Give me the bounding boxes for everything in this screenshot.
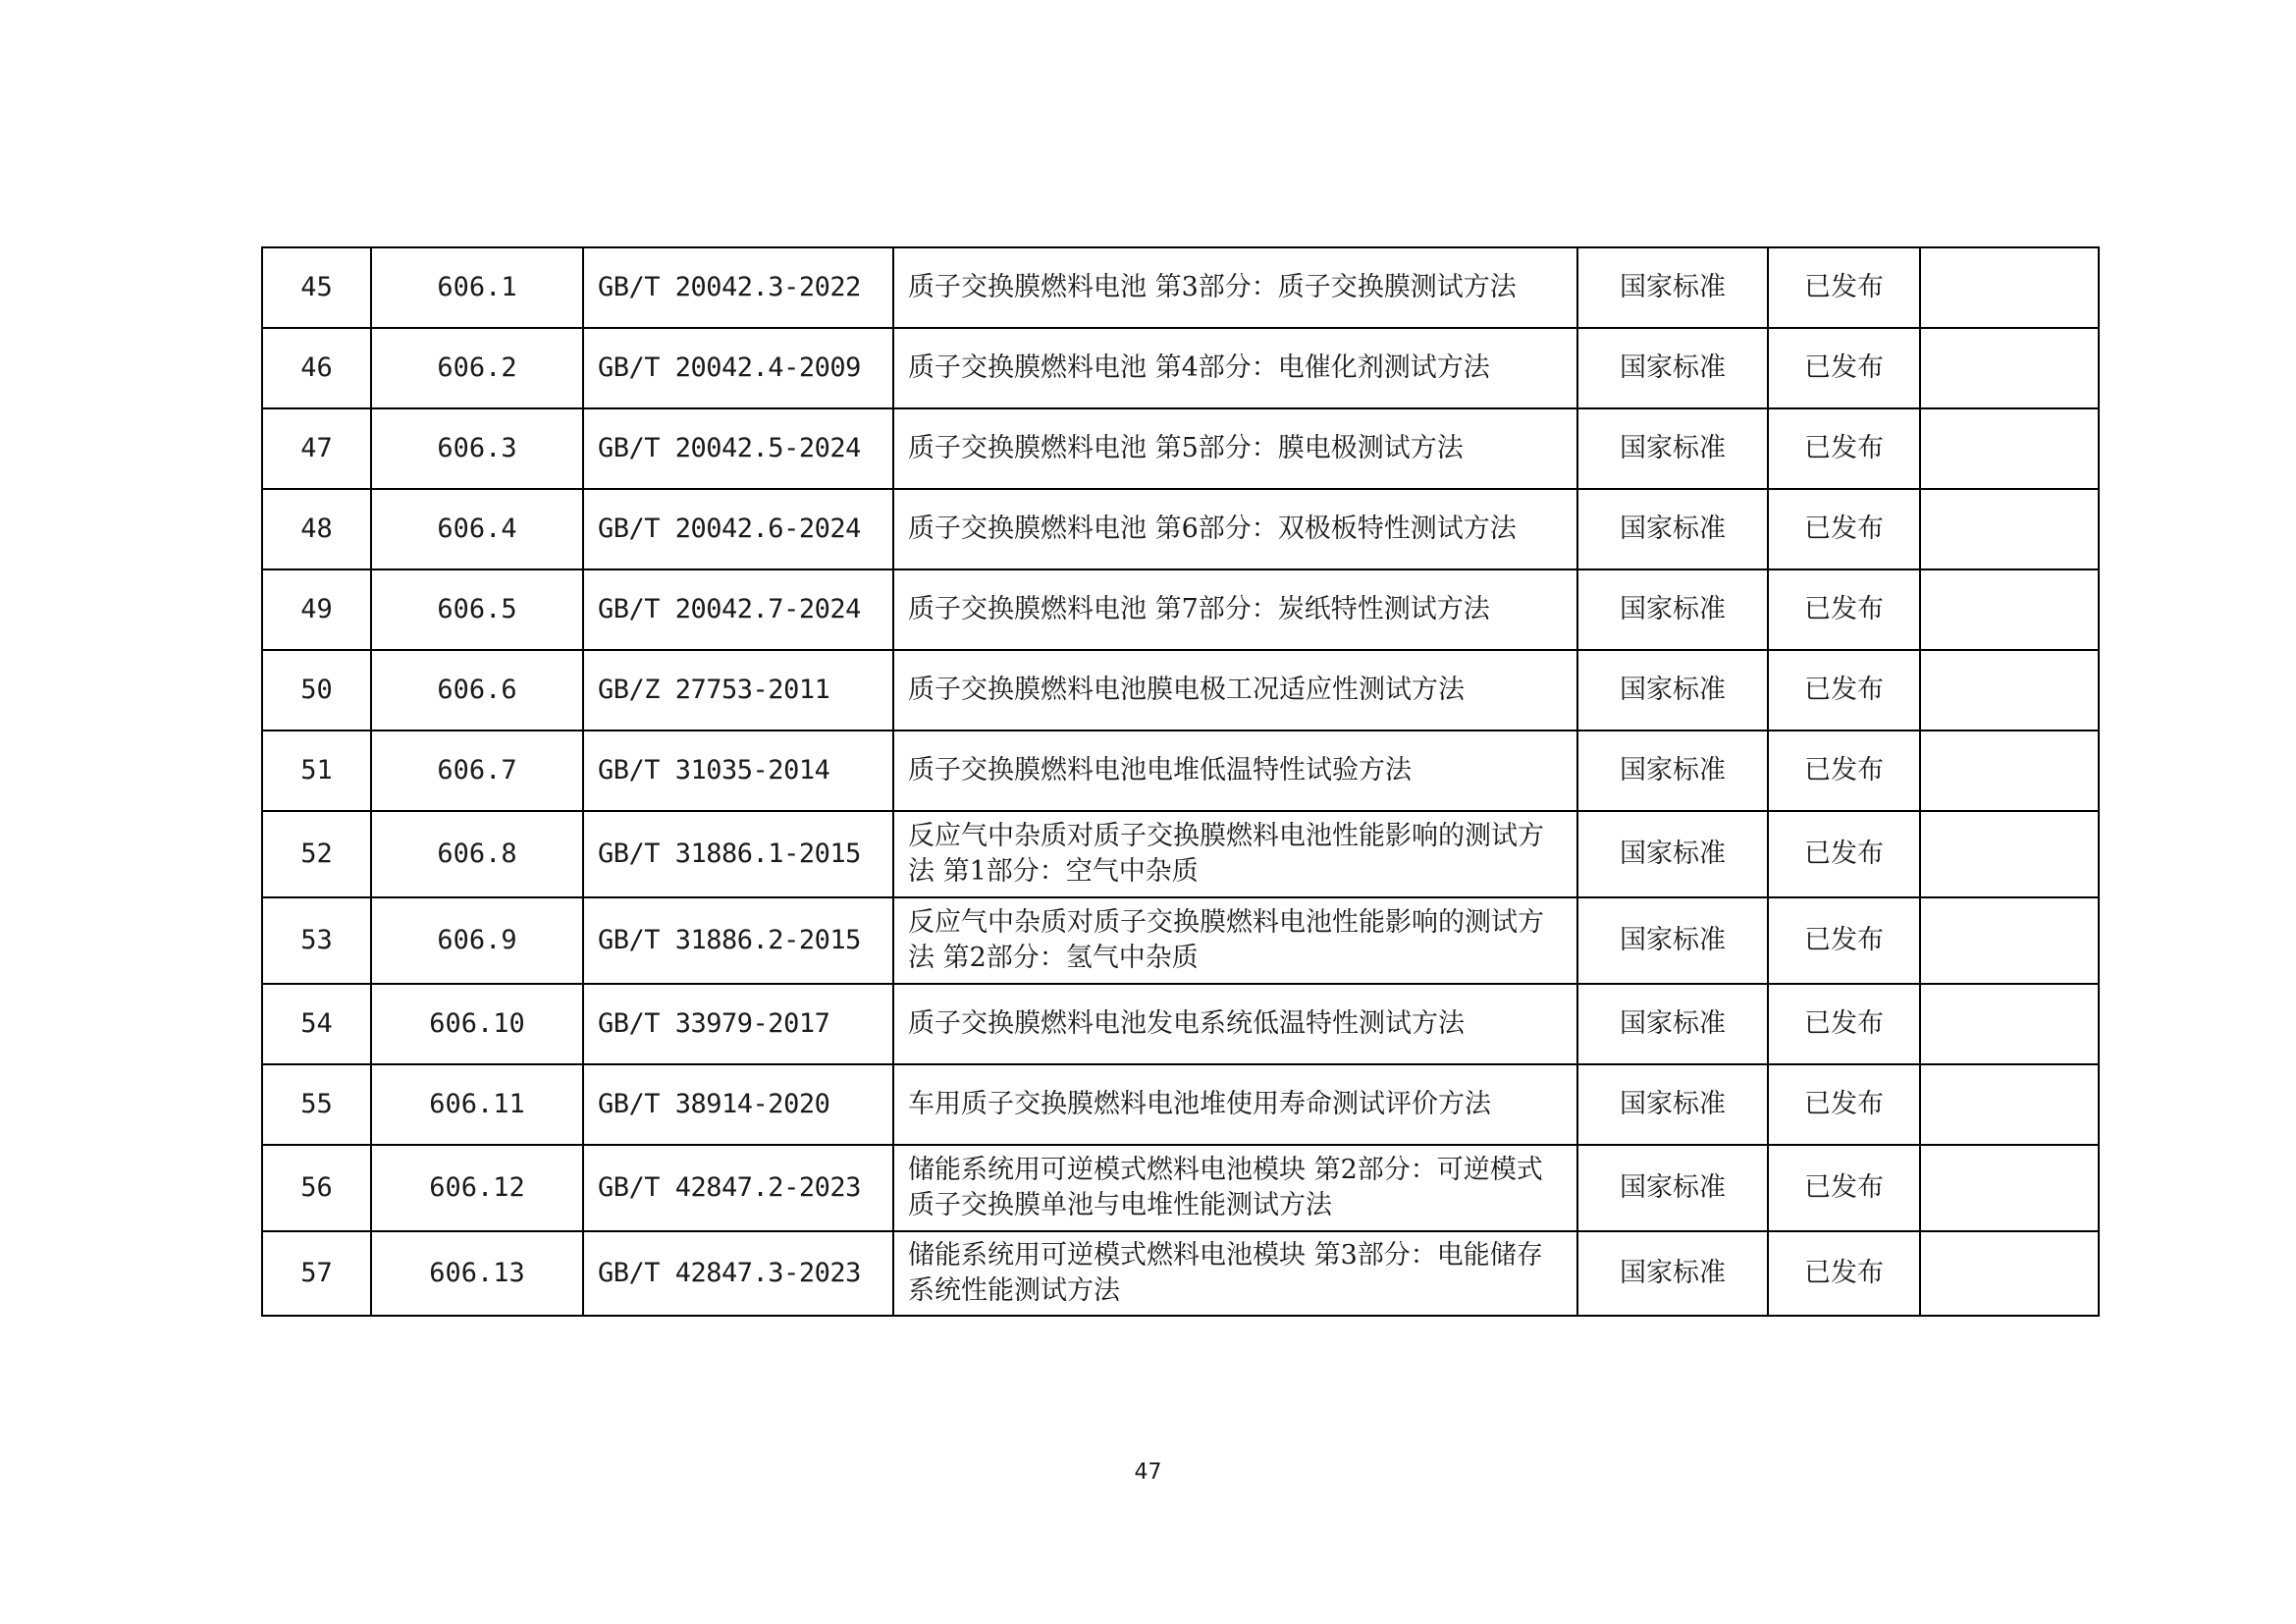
- table-row: [262, 1145, 2099, 1231]
- table-row: [262, 811, 2099, 897]
- table-row: [262, 984, 2099, 1064]
- standard-name-cell: 车用质子交换膜燃料电池堆使用寿命测试评价方法: [893, 1064, 1577, 1145]
- standard-code-cell: GB/T 42847.3-2023: [583, 1231, 893, 1316]
- note-cell: [1920, 650, 2099, 731]
- standard-type-cell: 国家标准: [1577, 650, 1768, 731]
- standard-type-cell: 国家标准: [1577, 489, 1768, 569]
- standard-type-cell: 国家标准: [1577, 1145, 1768, 1231]
- system-number-cell: 606.13: [371, 1231, 583, 1316]
- standard-name-cell: 质子交换膜燃料电池 第6部分：双极板特性测试方法: [893, 489, 1577, 569]
- seq-cell: 53: [262, 897, 371, 984]
- standard-code-cell: GB/T 20042.6-2024: [583, 489, 893, 569]
- table-row: [262, 569, 2099, 650]
- table-row: [262, 1064, 2099, 1145]
- standard-name-cell: 储能系统用可逆模式燃料电池模块 第3部分：电能储存系统性能测试方法: [893, 1231, 1577, 1316]
- standards-table: [261, 246, 2100, 1317]
- note-cell: [1920, 569, 2099, 650]
- note-cell: [1920, 897, 2099, 984]
- standard-name-cell: 质子交换膜燃料电池膜电极工况适应性测试方法: [893, 650, 1577, 731]
- standard-name-cell: 质子交换膜燃料电池 第5部分：膜电极测试方法: [893, 408, 1577, 489]
- status-cell: 已发布: [1768, 1145, 1920, 1231]
- system-number-cell: 606.3: [371, 408, 583, 489]
- system-number-cell: 606.6: [371, 650, 583, 731]
- system-number-cell: 606.5: [371, 569, 583, 650]
- standard-code-cell: GB/T 33979-2017: [583, 984, 893, 1064]
- system-number-cell: 606.2: [371, 328, 583, 408]
- seq-cell: 55: [262, 1064, 371, 1145]
- status-cell: 已发布: [1768, 811, 1920, 897]
- system-number-cell: 606.10: [371, 984, 583, 1064]
- system-number-cell: 606.7: [371, 731, 583, 811]
- standard-code-cell: GB/T 20042.7-2024: [583, 569, 893, 650]
- standard-type-cell: 国家标准: [1577, 1231, 1768, 1316]
- note-cell: [1920, 247, 2099, 328]
- system-number-cell: 606.4: [371, 489, 583, 569]
- page-number: 47: [1134, 1460, 1162, 1485]
- note-cell: [1920, 328, 2099, 408]
- table-row: [262, 489, 2099, 569]
- note-cell: [1920, 1064, 2099, 1145]
- status-cell: 已发布: [1768, 1064, 1920, 1145]
- seq-cell: 47: [262, 408, 371, 489]
- table-row: [262, 408, 2099, 489]
- table-row: [262, 731, 2099, 811]
- standard-code-cell: GB/T 20042.4-2009: [583, 328, 893, 408]
- standard-name-cell: 质子交换膜燃料电池 第7部分：炭纸特性测试方法: [893, 569, 1577, 650]
- table-row: [262, 247, 2099, 328]
- note-cell: [1920, 731, 2099, 811]
- note-cell: [1920, 984, 2099, 1064]
- status-cell: 已发布: [1768, 897, 1920, 984]
- standard-code-cell: GB/Z 27753-2011: [583, 650, 893, 731]
- status-cell: 已发布: [1768, 247, 1920, 328]
- standard-name-cell: 反应气中杂质对质子交换膜燃料电池性能影响的测试方法 第2部分：氢气中杂质: [893, 897, 1577, 984]
- standard-code-cell: GB/T 38914-2020: [583, 1064, 893, 1145]
- standard-name-cell: 质子交换膜燃料电池 第4部分：电催化剂测试方法: [893, 328, 1577, 408]
- standard-code-cell: GB/T 20042.3-2022: [583, 247, 893, 328]
- standard-code-cell: GB/T 31886.2-2015: [583, 897, 893, 984]
- standard-code-cell: GB/T 31886.1-2015: [583, 811, 893, 897]
- seq-cell: 50: [262, 650, 371, 731]
- seq-cell: 51: [262, 731, 371, 811]
- standard-name-cell: 储能系统用可逆模式燃料电池模块 第2部分：可逆模式质子交换膜单池与电堆性能测试方法: [893, 1145, 1577, 1231]
- seq-cell: 57: [262, 1231, 371, 1316]
- seq-cell: 48: [262, 489, 371, 569]
- standard-type-cell: 国家标准: [1577, 731, 1768, 811]
- standard-type-cell: 国家标准: [1577, 569, 1768, 650]
- standard-type-cell: 国家标准: [1577, 897, 1768, 984]
- standard-type-cell: 国家标准: [1577, 984, 1768, 1064]
- status-cell: 已发布: [1768, 569, 1920, 650]
- standard-type-cell: 国家标准: [1577, 247, 1768, 328]
- seq-cell: 52: [262, 811, 371, 897]
- standard-code-cell: GB/T 42847.2-2023: [583, 1145, 893, 1231]
- seq-cell: 49: [262, 569, 371, 650]
- table-row: [262, 650, 2099, 731]
- status-cell: 已发布: [1768, 650, 1920, 731]
- standard-name-cell: 质子交换膜燃料电池电堆低温特性试验方法: [893, 731, 1577, 811]
- note-cell: [1920, 408, 2099, 489]
- seq-cell: 54: [262, 984, 371, 1064]
- table-row: [262, 328, 2099, 408]
- status-cell: 已发布: [1768, 731, 1920, 811]
- seq-cell: 45: [262, 247, 371, 328]
- standard-name-cell: 质子交换膜燃料电池发电系统低温特性测试方法: [893, 984, 1577, 1064]
- note-cell: [1920, 1145, 2099, 1231]
- note-cell: [1920, 811, 2099, 897]
- standard-name-cell: 质子交换膜燃料电池 第3部分：质子交换膜测试方法: [893, 247, 1577, 328]
- system-number-cell: 606.8: [371, 811, 583, 897]
- standard-code-cell: GB/T 31035-2014: [583, 731, 893, 811]
- table-row: [262, 1231, 2099, 1316]
- status-cell: 已发布: [1768, 489, 1920, 569]
- system-number-cell: 606.9: [371, 897, 583, 984]
- system-number-cell: 606.12: [371, 1145, 583, 1231]
- status-cell: 已发布: [1768, 984, 1920, 1064]
- seq-cell: 56: [262, 1145, 371, 1231]
- status-cell: 已发布: [1768, 408, 1920, 489]
- standard-type-cell: 国家标准: [1577, 328, 1768, 408]
- system-number-cell: 606.1: [371, 247, 583, 328]
- status-cell: 已发布: [1768, 328, 1920, 408]
- system-number-cell: 606.11: [371, 1064, 583, 1145]
- standard-type-cell: 国家标准: [1577, 408, 1768, 489]
- standard-name-cell: 反应气中杂质对质子交换膜燃料电池性能影响的测试方法 第1部分：空气中杂质: [893, 811, 1577, 897]
- standard-type-cell: 国家标准: [1577, 1064, 1768, 1145]
- standard-type-cell: 国家标准: [1577, 811, 1768, 897]
- note-cell: [1920, 489, 2099, 569]
- note-cell: [1920, 1231, 2099, 1316]
- seq-cell: 46: [262, 328, 371, 408]
- table-row: [262, 897, 2099, 984]
- status-cell: 已发布: [1768, 1231, 1920, 1316]
- standard-code-cell: GB/T 20042.5-2024: [583, 408, 893, 489]
